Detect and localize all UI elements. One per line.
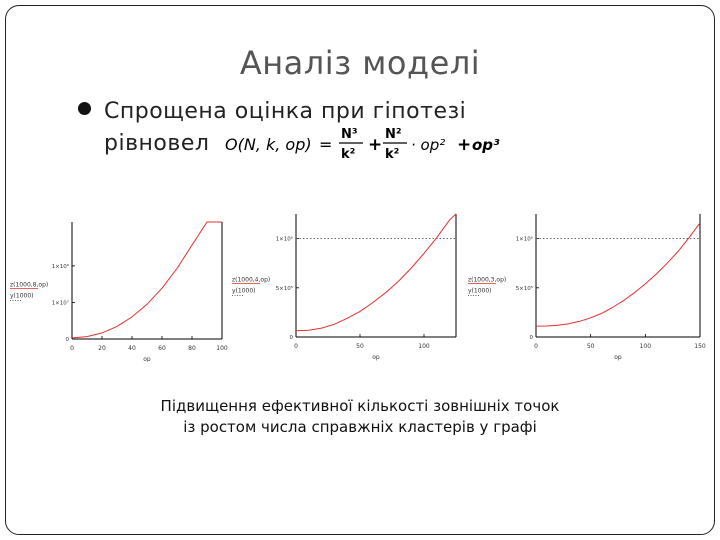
chart-k4-svg bbox=[230, 210, 460, 362]
bullet-dot-icon bbox=[78, 102, 91, 115]
y-tick-label: 5×10⁵ bbox=[275, 285, 293, 292]
x-tick-label: 20 bbox=[98, 345, 106, 352]
y-tick-label: 0 bbox=[529, 335, 533, 341]
formula-num1: N³ bbox=[341, 127, 358, 142]
chart-k4 bbox=[230, 210, 460, 366]
series-label: z(1000,8,op) bbox=[10, 281, 49, 289]
y-tick-label: 1×10⁶ bbox=[515, 236, 533, 243]
slide-title: Аналіз моделі bbox=[239, 44, 481, 82]
x-tick-label: 80 bbox=[188, 345, 196, 352]
chart-k3 bbox=[466, 210, 706, 366]
x-tick-label: 150 bbox=[694, 343, 706, 350]
formula-den2: k² bbox=[385, 147, 400, 162]
y-tick-label: 0 bbox=[65, 337, 69, 343]
bullet-line-2: рівновел bbox=[104, 131, 210, 156]
caption bbox=[0, 396, 720, 438]
series-curve bbox=[72, 222, 222, 338]
series-label: z(1000,3,op) bbox=[468, 276, 507, 284]
reference-label: y(1000) bbox=[468, 287, 492, 295]
x-axis-label: op bbox=[372, 354, 380, 361]
formula-plus-2: + bbox=[457, 135, 472, 155]
x-tick-label: 60 bbox=[158, 345, 166, 352]
x-axis-label: op bbox=[614, 354, 622, 361]
x-tick-label: 0 bbox=[534, 343, 538, 350]
caption-line-1: Підвищення ефективної кількості зовнішніх точок bbox=[160, 397, 560, 415]
y-tick-label: 1×10⁶ bbox=[275, 236, 293, 243]
formula-term3: op³ bbox=[472, 136, 500, 154]
x-tick-label: 100 bbox=[639, 343, 652, 350]
x-tick-label: 40 bbox=[128, 345, 136, 352]
y-tick-label: 1×10⁶ bbox=[51, 263, 69, 270]
chart-k8 bbox=[8, 212, 230, 366]
reference-label: y(1000) bbox=[232, 287, 256, 295]
chart-k8-svg bbox=[8, 212, 230, 362]
complexity-formula bbox=[225, 122, 515, 168]
y-tick-label: 1×10⁷ bbox=[51, 300, 69, 307]
formula-plus-1: + bbox=[368, 135, 383, 155]
x-tick-label: 100 bbox=[216, 345, 228, 352]
chart-k3-svg bbox=[466, 210, 706, 362]
series-label: z(1000,4,op) bbox=[232, 276, 271, 284]
series-curve bbox=[296, 214, 456, 331]
x-tick-label: 100 bbox=[418, 343, 430, 350]
x-tick-label: 0 bbox=[70, 345, 74, 352]
x-tick-label: 50 bbox=[586, 343, 595, 350]
y-tick-label: 5×10⁵ bbox=[515, 285, 533, 292]
formula-lhs: O(N, k, op) bbox=[225, 135, 312, 154]
x-tick-label: 0 bbox=[294, 343, 298, 350]
formula-term2: · op² bbox=[411, 136, 446, 154]
y-tick-label: 0 bbox=[289, 335, 293, 341]
caption-line-2: із ростом числа справжніх кластерів у графі bbox=[183, 418, 537, 436]
formula-num2: N² bbox=[385, 127, 402, 142]
bullet-line-1: Спрощена оцінка при гіпотезі bbox=[104, 99, 467, 124]
formula-equals: = bbox=[319, 135, 333, 154]
formula-den1: k² bbox=[341, 147, 356, 162]
x-tick-label: 50 bbox=[356, 343, 364, 350]
reference-label: y(1000) bbox=[10, 292, 34, 300]
x-axis-label: op bbox=[143, 356, 151, 362]
